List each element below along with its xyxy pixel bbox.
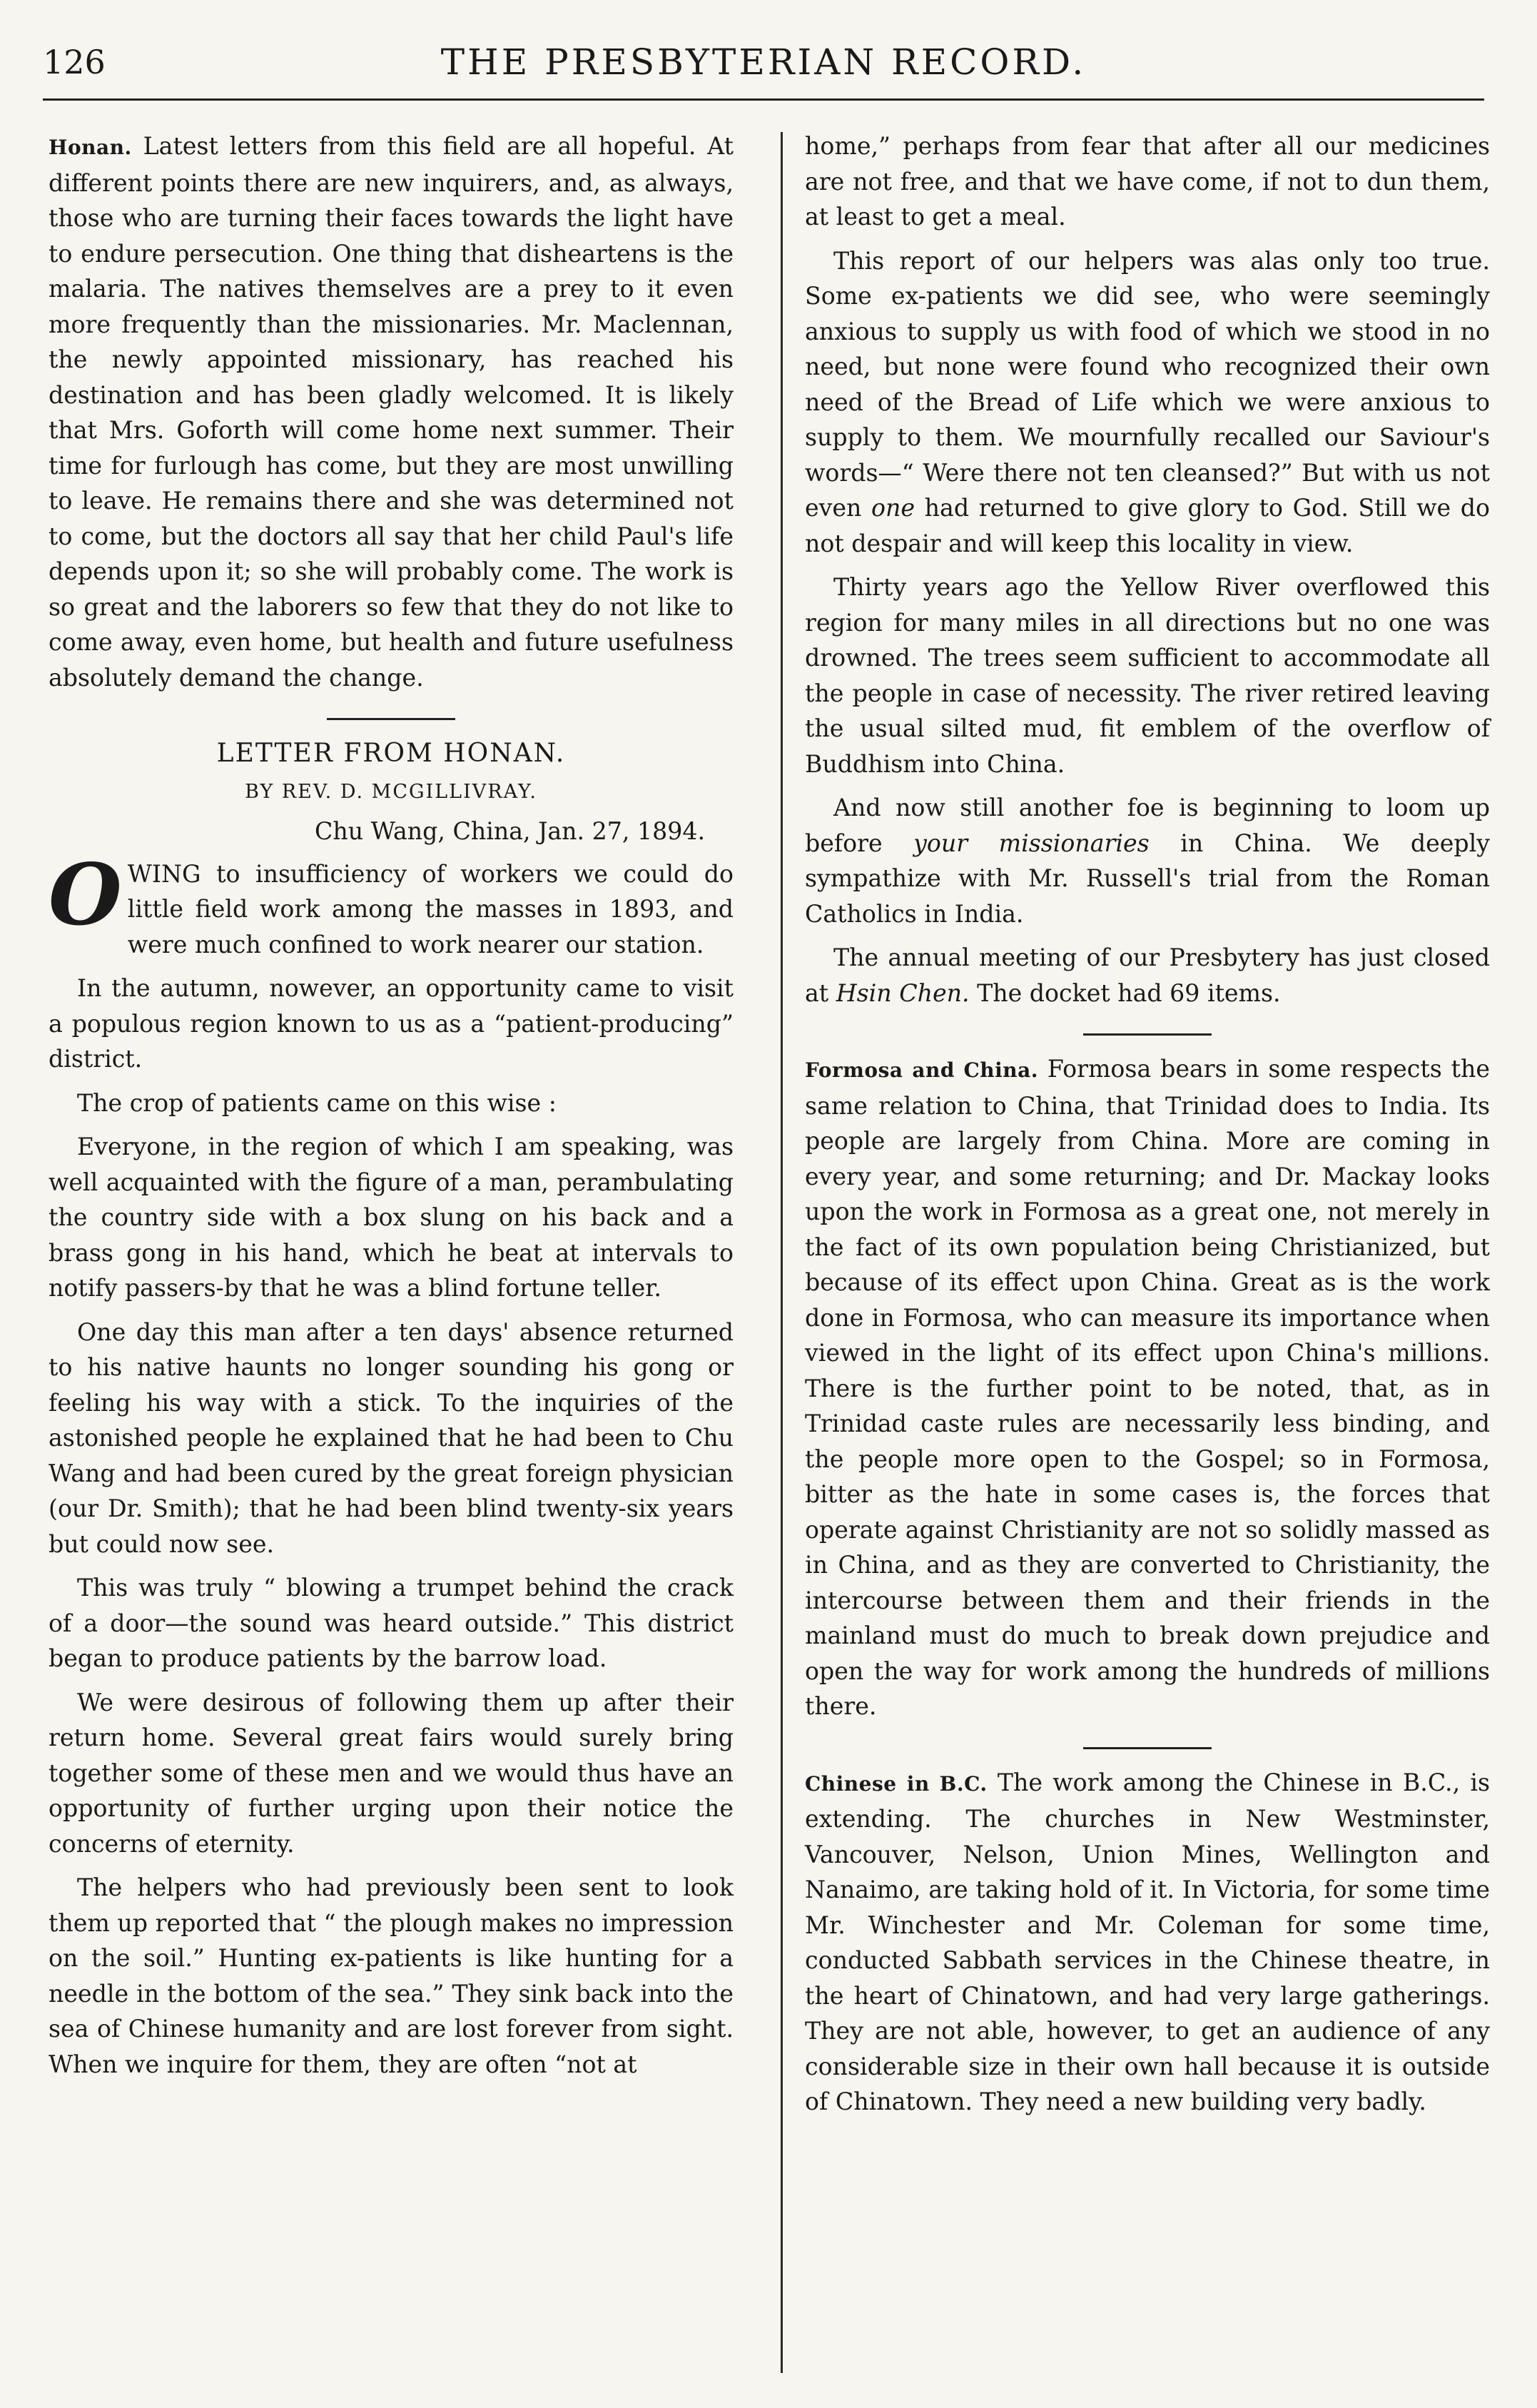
- page-number: 126: [43, 43, 106, 81]
- emphasis: your missionaries: [913, 829, 1150, 857]
- journal-title: THE PRESBYTERIAN RECORD.: [440, 41, 1087, 83]
- honan-label: Honan.: [49, 136, 132, 159]
- formosa-paragraph: [805, 1051, 1490, 1724]
- right-column: [805, 128, 1490, 2128]
- letter-title: LETTER FROM HONAN.: [216, 739, 566, 768]
- letter-paragraph-11: Thirty years ago the Yellow River overflowed this region for many miles in all directions but no one was drowned. The trees seem sufficient to accommodate all the people in case of necessity. The river retired leaving the usual silted mud, fit emblem of the overflow of Buddhism into China.: [805, 573, 1490, 778]
- section-rule: [1083, 1747, 1212, 1749]
- letter-dateline: Chu Wang, China, Jan. 27, 1894.: [315, 817, 705, 845]
- letter-paragraph-12: [805, 790, 1490, 931]
- letter-paragraph-1: [49, 844, 734, 963]
- letter-paragraph-5: One day this man after a ten days' absence returned to his native haunts no longer sounding his gong or feeling his way with a stick. To the inquiries of the astonished people he explained that he had been to Chu Wang and had been cured by the great foreign physician (our Dr. Smith); that he had been blind twenty-six years but could now see.: [49, 1317, 734, 1558]
- honan-paragraph: [49, 128, 734, 695]
- chinese-text: The work among the Chinese in B.C., is extending. The churches in New Westminster, Vancouver, Nelson, Union Mines, Wellington and Nanaimo, are taking hold of it. In Victoria, for some time Mr. Winchester and Mr. Coleman for some time, conducted Sabbath services in the Chinese theatre, in the heart of Chinatown, and had very large gatherings. They are not able, however, to get an audience of any considerable size in their own hall because it is outside of Chinatown. They need a new building very badly.: [805, 1768, 1490, 2115]
- text-run: And now still another foe is beginning to loom up before: [805, 794, 1490, 857]
- text-run: The docket had 69 items.: [969, 978, 1281, 1007]
- letter-paragraph-13: [805, 940, 1490, 1011]
- text-run: This report of our helpers was alas only too true. Some ex-patients we did see, who were seemingly anxious to supply us with food of which we stood in no need, but none were found who recognized their own need of the Bread of Life which we were anxious to supply to them. We mournfully recalled our Saviour's words—“ Were there not ten cleansed?” But with us not even: [805, 246, 1490, 522]
- section-rule: [327, 718, 455, 720]
- letter-paragraph-9: home,” perhaps from fear that after all our medicines are not free, and that we have come, if not to dun them, at least to get a meal.: [805, 132, 1490, 231]
- letter-paragraph-4: Everyone, in the region of which I am speaking, was well acquainted with the figure of a man, perambulating the country side with a box slung on his back and a brass gong in his hand, which he beat at intervals to notify passers-by that he was a blind fortune teller.: [49, 1133, 734, 1302]
- honan-text: Latest letters from this field are all hopeful. At different points there are new inquirers, and, as always, those who are turning their faces towards the light have to endure persecution. One thing that disheartens is the malaria. The natives themselves are a prey to it even more frequently than the missionaries. Mr. Maclennan, the newly appointed missionary, has reached his destination and has been gladly welcomed. It is likely that Mrs. Goforth will come home next summer. Their time for furlough has come, but they are most unwilling to leave. He remains there and she was determined not to come, but the doctors all say that her child Paul's life depends upon it; so she will probably come. The work is so great and the laborers so few that they do not like to come away, even home, but health and future usefulness absolutely demand the change.: [49, 132, 734, 692]
- letter-paragraph-2: In the autumn, nowever, an opportunity came to visit a populous region known to us as a “patient-producing” district.: [49, 974, 734, 1073]
- letter-byline: BY REV. D. MCGILLIVRAY.: [245, 780, 537, 803]
- letter-paragraph-1-text: WING to insufficiency of workers we could do little field work among the masses in 1893, and were much confined to work nearer our station.: [127, 859, 734, 958]
- formosa-text: Formosa bears in some respects the same relation to China, that Trinidad does to India. Its people are largely from China. More are coming in every year, and some returning; and Dr. Mackay looks upon the work in Formosa as a great one, not merely in the fact of its own population being Christianized, but because of its effect upon China. Great as is the work done in Formosa, who can measure its importance when viewed in the light of its effect upon China's millions. There is the further point to be noted, that, as in Trinidad caste rules are necessarily less binding, and the people more open to the Gospel; so in Formosa, bitter as the hate in some cases is, the forces that operate against Christianity are not so solidly massed as in China, and as they are converted to Christianity, the intercourse between them and their friends in the mainland must do much to break down prejudice and open the way for work among the hundreds of millions there.: [805, 1055, 1490, 1720]
- formosa-label-2: and China.: [912, 1058, 1039, 1082]
- letter-paragraph-10: [805, 243, 1490, 562]
- emphasis: Hsin Chen.: [836, 978, 970, 1007]
- page-header: [43, 34, 1484, 101]
- text-run: had returned to give glory to God. Still we do not despair and will keep this locality in view.: [805, 494, 1491, 557]
- letter-paragraph-6: This was truly “ blowing a trumpet behind the crack of a door—the sound was heard outside.” This district began to produce patients by the barrow load.: [49, 1574, 734, 1672]
- text-run: in China. We deeply sympathize with Mr. Russell's trial from the Roman Catholics in India.: [805, 829, 1490, 928]
- drop-cap: O: [49, 844, 122, 944]
- section-rule: [1083, 1033, 1212, 1036]
- column-divider: [781, 132, 783, 2373]
- formosa-label: Formosa: [805, 1058, 903, 1082]
- letter-paragraph-7: We were desirous of following them up after their return home. Several great fairs would surely bring together some of these men and we would thus have an opportunity of further urging upon their notice the concerns of eternity.: [49, 1688, 734, 1858]
- letter-paragraph-8: The helpers who had previously been sent to look them up reported that “ the plough makes no impression on the soil.” Hunting ex-patients is like hunting for a needle in the bottom of the sea.” They sink back into the sea of Chinese humanity and are lost forever from sight. When we inquire for them, they are often “not at: [49, 1873, 734, 2078]
- chinese-label: Chinese: [805, 1771, 897, 1796]
- emphasis: one: [871, 494, 915, 522]
- left-column: [49, 128, 734, 2090]
- letter-paragraph-3: The crop of patients came on this wise :: [77, 1088, 557, 1117]
- chinese-label-2: in B.C.: [906, 1771, 988, 1796]
- text-run: The annual meeting of our Presbytery has just closed at: [805, 944, 1490, 1007]
- chinese-bc-paragraph: [805, 1765, 1490, 2120]
